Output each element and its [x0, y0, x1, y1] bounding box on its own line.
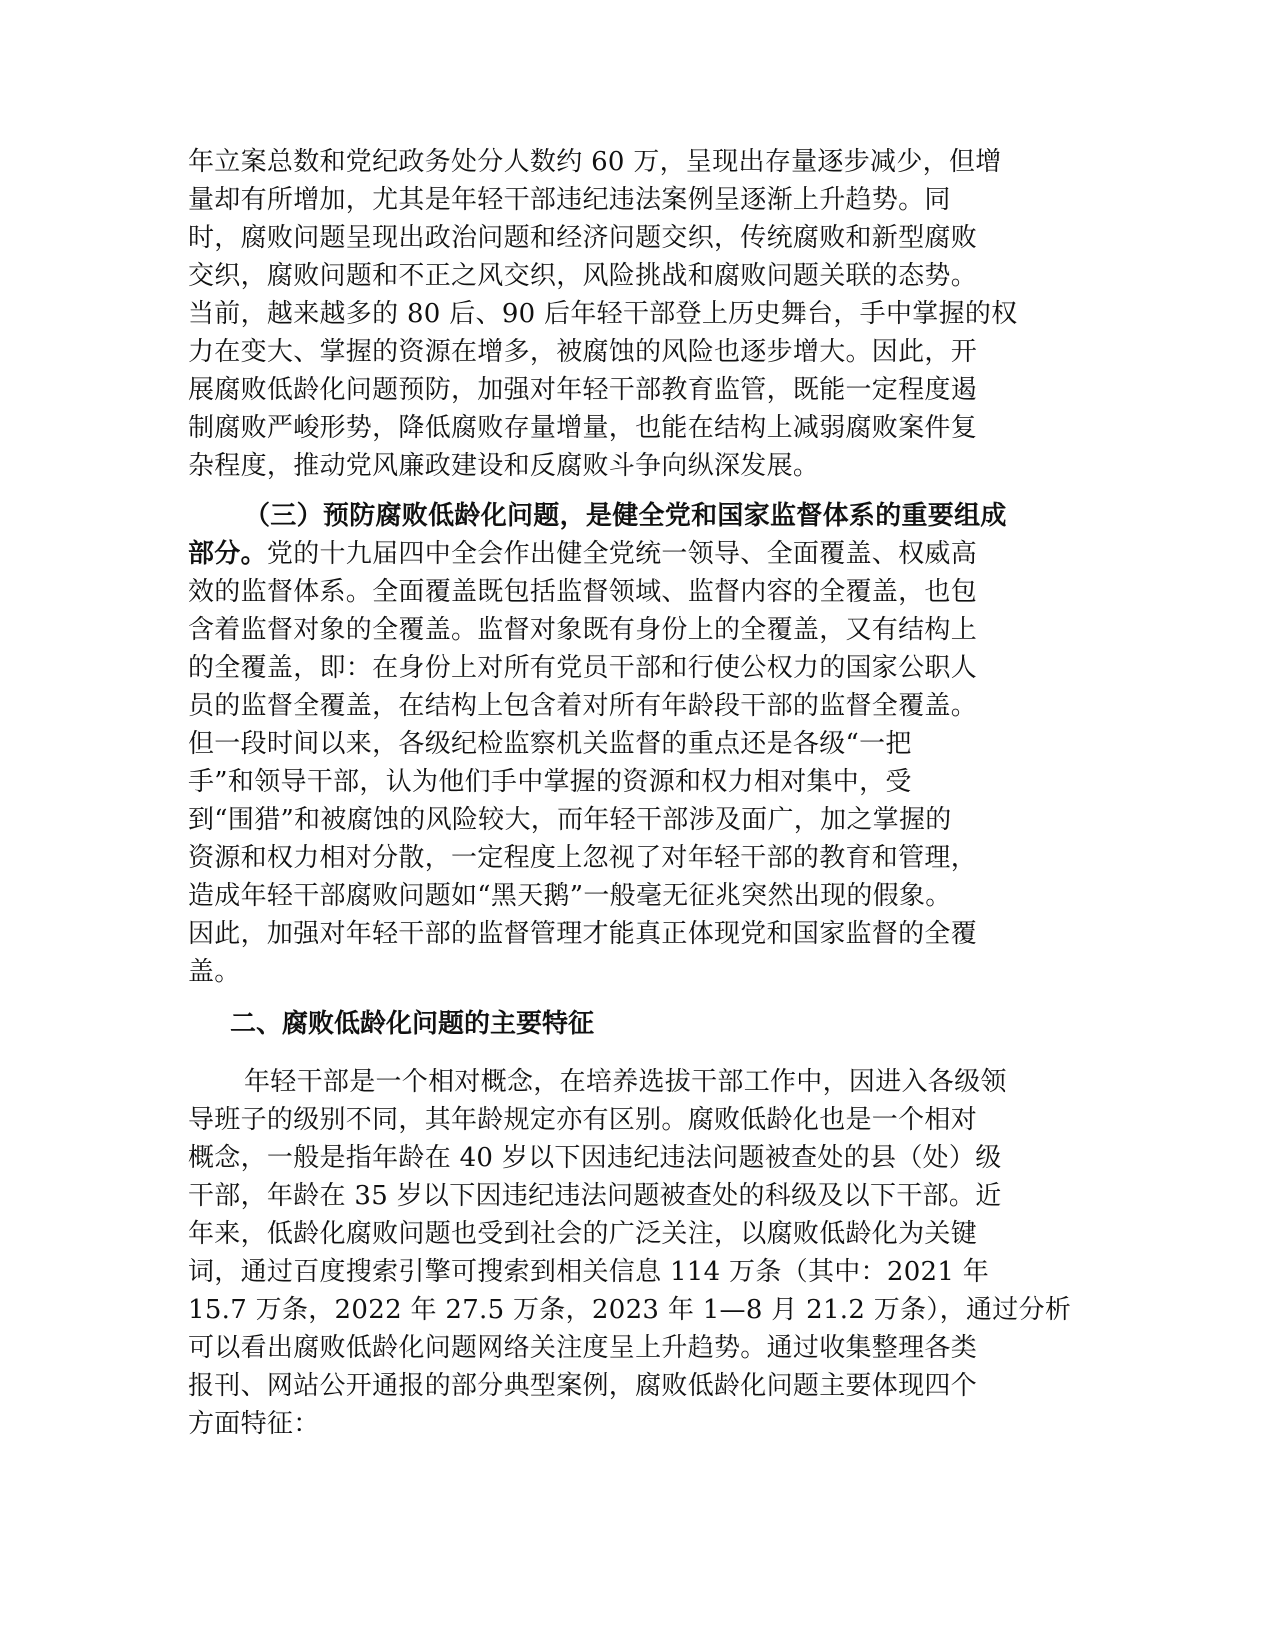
body-text-line: 年来，低龄化腐败问题也受到社会的广泛关注，以腐败低龄化为关键	[188, 1219, 978, 1249]
body-text-line: 方面特征：	[188, 1409, 320, 1439]
body-text-line: 到“围猎”和被腐蚀的风险较大，而年轻干部涉及面广，加之掌握的	[188, 805, 952, 835]
body-text-line: 15.7 万条，2022 年 27.5 万条，2023 年 1—8 月 21.2 万条），通过分析	[188, 1295, 1072, 1325]
body-text-line	[188, 535, 977, 573]
body-text-line: 报刊、网站公开通报的部分典型案例，腐败低龄化问题主要体现四个	[188, 1371, 978, 1401]
body-text-line: 量却有所增加，尤其是年轻干部违纪违法案例呈逐渐上升趋势。同	[188, 185, 951, 215]
body-text-line: 交织，腐败问题和不正之风交织，风险挑战和腐败问题关联的态势。	[188, 261, 978, 291]
body-text-line: 效的监督体系。全面覆盖既包括监督领域、监督内容的全覆盖，也包	[188, 577, 978, 607]
body-text-line: 概念，一般是指年龄在 40 岁以下因违纪违法问题被查处的县（处）级	[188, 1143, 1002, 1173]
body-text-line: 资源和权力相对分散，一定程度上忽视了对年轻干部的教育和管理，	[188, 843, 978, 873]
body-text-line: 展腐败低龄化问题预防，加强对年轻干部教育监管，既能一定程度遏	[188, 375, 978, 405]
body-text-line: 可以看出腐败低龄化问题网络关注度呈上升趋势。通过收集整理各类	[188, 1333, 978, 1363]
body-text-line: 力在变大、掌握的资源在增多，被腐蚀的风险也逐步增大。因此，开	[188, 337, 978, 367]
section-heading: 二、腐败低龄化问题的主要特征	[230, 1009, 595, 1039]
section-subheading	[244, 497, 1007, 535]
body-text-line: 含着监督对象的全覆盖。监督对象既有身份上的全覆盖，又有结构上	[188, 615, 978, 645]
body-text-line: 但一段时间以来，各级纪检监察机关监督的重点还是各级“一把	[188, 729, 912, 759]
body-text-run: 党的十九届四中全会作出健全党统一领导、全面覆盖、权威高	[266, 539, 978, 569]
body-text-line: 盖。	[188, 957, 241, 987]
body-text-line: 的全覆盖，即：在身份上对所有党员干部和行使公权力的国家公职人	[188, 653, 978, 683]
bold-lead: 部分。	[188, 539, 267, 569]
body-text-line: 时，腐败问题呈现出政治问题和经济问题交织，传统腐败和新型腐败	[188, 223, 978, 253]
body-text-line: 词，通过百度搜索引擎可搜索到相关信息 114 万条（其中：2021 年	[188, 1257, 990, 1287]
body-text-line: 手”和领导干部，认为他们手中掌握的资源和权力相对集中，受	[188, 767, 912, 797]
body-text-line: 年轻干部是一个相对概念，在培养选拔干部工作中，因进入各级领	[244, 1067, 1007, 1097]
body-text-line: 当前，越来越多的 80 后、90 后年轻干部登上历史舞台，手中掌握的权	[188, 299, 1018, 329]
body-text-line: 造成年轻干部腐败问题如“黑天鹅”一般毫无征兆突然出现的假象。	[188, 881, 952, 911]
body-text-line: 导班子的级别不同，其年龄规定亦有区别。腐败低龄化也是一个相对	[188, 1105, 978, 1135]
body-text-line: 制腐败严峻形势，降低腐败存量增量，也能在结构上减弱腐败案件复	[188, 413, 978, 443]
bold-lead: （三）预防腐败低龄化问题，是健全党和国家监督体系的重要组成	[244, 501, 1007, 531]
body-text-line: 年立案总数和党纪政务处分人数约 60 万，呈现出存量逐步减少，但增	[188, 147, 1002, 177]
body-text-line: 杂程度，推动党风廉政建设和反腐败斗争向纵深发展。	[188, 451, 820, 481]
body-text-line: 员的监督全覆盖，在结构上包含着对所有年龄段干部的监督全覆盖。	[188, 691, 978, 721]
body-text-line: 因此，加强对年轻干部的监督管理才能真正体现党和国家监督的全覆	[188, 919, 978, 949]
body-text-line: 干部，年龄在 35 岁以下因违纪违法问题被查处的科级及以下干部。近	[188, 1181, 1002, 1211]
